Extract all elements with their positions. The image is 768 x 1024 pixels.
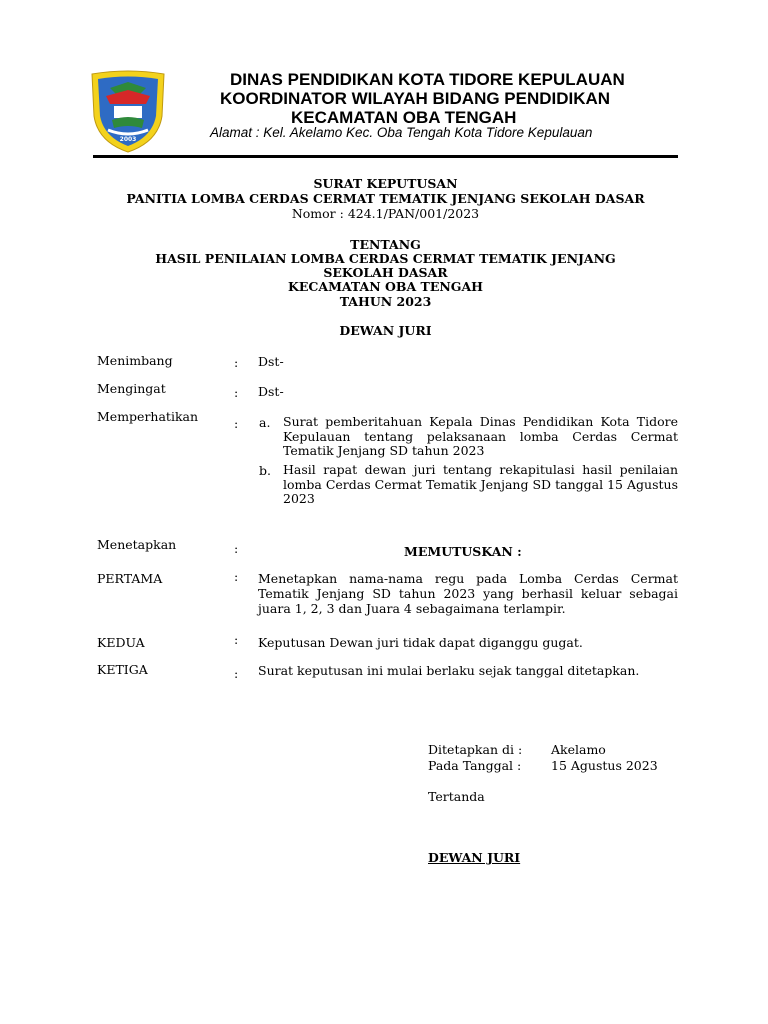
letterhead-address: Alamat : Kel. Akelamo Kec. Oba Tengah Kota Tidore Kepulauan xyxy=(210,125,593,140)
subject-line-1: HASIL PENILAIAN LOMBA CERDAS CERMAT TEMATIK JENJANG xyxy=(155,251,616,266)
emblem-year: 2003 xyxy=(119,136,137,143)
subject-line-3: KECAMATAN OBA TENGAH xyxy=(288,279,483,294)
ketiga-value: Surat keputusan ini mulai berlaku sejak tanggal ditetapkan. xyxy=(258,663,640,678)
memperhatikan-item-a-marker: a. xyxy=(259,415,271,430)
mengingat-value: Dst- xyxy=(258,384,284,399)
doc-type-title: SURAT KEPUTUSAN xyxy=(313,176,458,191)
letterhead-line-1: DINAS PENDIDIKAN KOTA TIDORE KEPULAUAN xyxy=(230,70,625,89)
signed-text: Tertanda xyxy=(428,789,485,804)
place-label: Ditetapkan di : xyxy=(428,742,523,757)
menimbang-colon: : xyxy=(234,355,239,370)
memperhatikan-item-b-text: Hasil rapat dewan juri tentang rekapitulasi hasil penilaian lomba Cerdas Cermat Tematik Jenjang SD tanggal 15 Agustus 2023 xyxy=(283,462,678,506)
issuer-heading: DEWAN JURI xyxy=(339,323,432,338)
menimbang-value: Dst- xyxy=(258,354,284,369)
pertama-value: Menetapkan nama-nama regu pada Lomba Cerdas Cermat Tematik Jenjang SD tahun 2023 yang berhasil keluar sebagai juara 1, 2, 3 dan Juara 4 sebagaimana terlampir. xyxy=(258,571,678,616)
date-label: Pada Tanggal : xyxy=(428,758,522,773)
doc-number: Nomor : 424.1/PAN/001/2023 xyxy=(291,206,480,221)
ketiga-label: KETIGA xyxy=(97,662,148,677)
place-value: Akelamo xyxy=(551,742,606,757)
memperhatikan-label: Memperhatikan xyxy=(97,409,199,424)
subject-line-4: TAHUN 2023 xyxy=(339,294,432,309)
date-value: 15 Agustus 2023 xyxy=(551,758,658,773)
letterhead-line-2: KOORDINATOR WILAYAH BIDANG PENDIDIKAN xyxy=(220,89,611,108)
menetapkan-colon: : xyxy=(234,541,239,556)
ketiga-colon: : xyxy=(234,666,239,681)
memutuskan-heading: MEMUTUSKAN : xyxy=(404,544,522,559)
memperhatikan-colon: : xyxy=(234,416,239,431)
kedua-value: Keputusan Dewan juri tidak dapat diganggu gugat. xyxy=(258,635,583,650)
letterhead-divider xyxy=(93,155,678,158)
committee-title: PANITIA LOMBA CERDAS CERMAT TEMATIK JENJANG SEKOLAH DASAR xyxy=(126,191,645,206)
kedua-label: KEDUA xyxy=(97,635,145,650)
memperhatikan-item-a-text: Surat pemberitahuan Kepala Dinas Pendidikan Kota Tidore Kepulauan tentang pelaksanaan lomba Cerdas Cermat Tematik Jenjang SD tahun 2023 xyxy=(283,414,678,458)
subject-line-2: SEKOLAH DASAR xyxy=(323,265,448,280)
regional-emblem xyxy=(88,70,168,154)
memperhatikan-item-b-marker: b. xyxy=(259,463,271,478)
menetapkan-label: Menetapkan xyxy=(97,537,177,552)
pertama-colon: : xyxy=(234,569,239,584)
mengingat-colon: : xyxy=(234,385,239,400)
mengingat-label: Mengingat xyxy=(97,381,166,396)
pertama-label: PERTAMA xyxy=(97,571,163,586)
kedua-colon: : xyxy=(234,632,239,647)
subject-about: TENTANG xyxy=(350,237,421,252)
menimbang-label: Menimbang xyxy=(97,353,173,368)
signer-name: DEWAN JURI xyxy=(428,850,521,865)
letterhead-line-3: KECAMATAN OBA TENGAH xyxy=(291,108,517,127)
